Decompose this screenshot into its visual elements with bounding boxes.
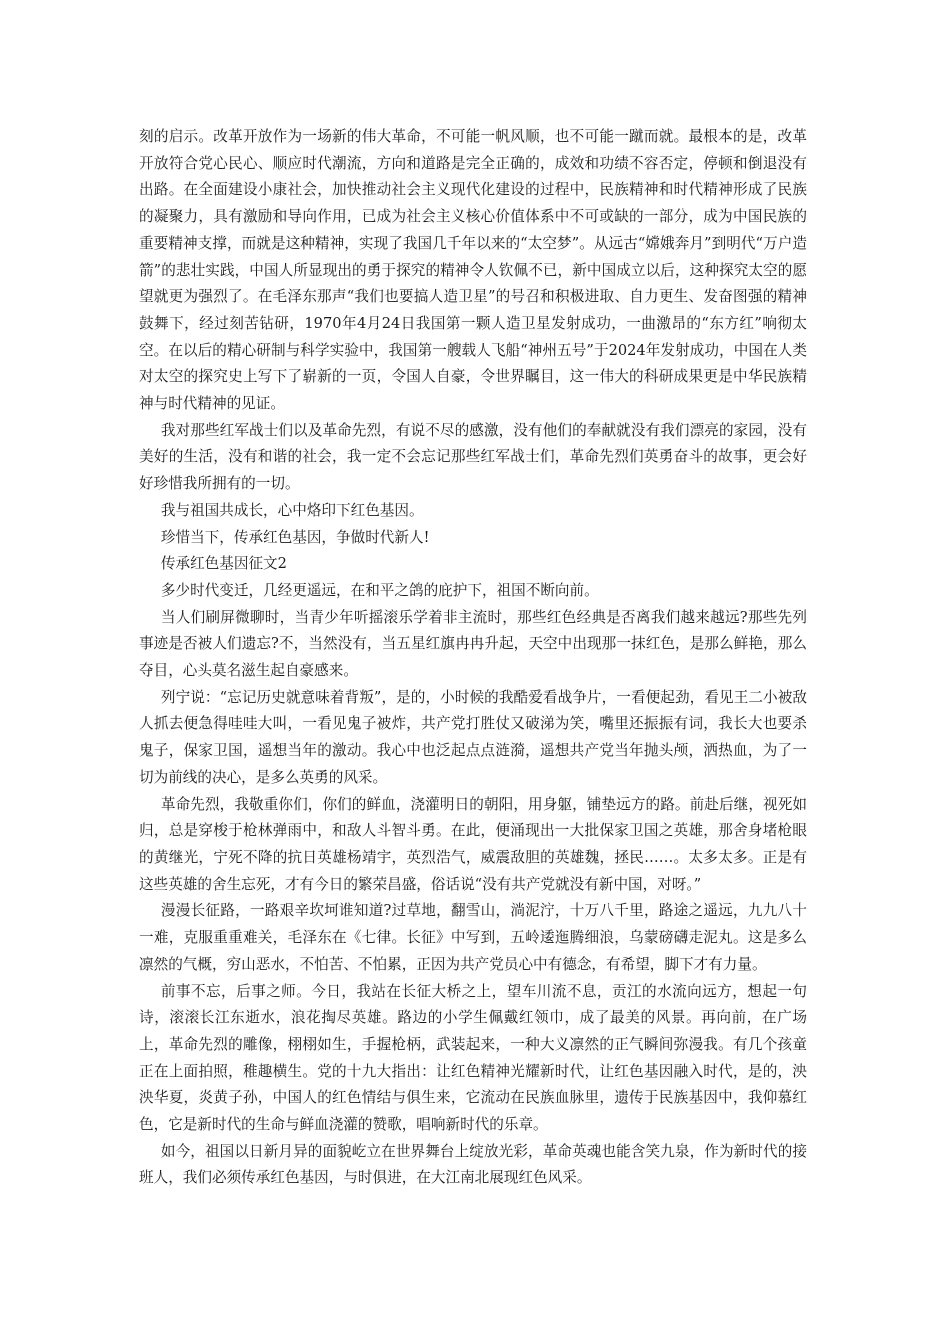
paragraph-9: 革命先烈，我敬重你们，你们的鲜血，浇灌明日的朝阳，用身躯，铺垫远方的路。前赴后继，视死如归，总是穿梭于枪林弹雨中，和敌人斗智斗勇。在此，便涌现出一大批保家卫国之英雄，那舍身堵枪眼的黄继光，宁死不降的抗日英雄杨靖宇，英烈浩气，威震敌胆的英雄魏，拯民……。太多太多。正是有这些英雄的舍生忘死，才有今日的繁荣昌盛，俗话说“没有共产党就没有新中国，对呀。” — [139, 795, 807, 893]
paragraph-7: 当人们刷屏微聊时，当青少年听摇滚乐学着非主流时，那些红色经典是否离我们越来越远?那些先列事迹是否被人们遗忘?不，当然没有，当五星红旗冉冉升起，天空中出现那一抹红色，是那么鲜艳，那么夺目，心头莫名滋生起自豪感来。 — [139, 608, 807, 680]
document-body — [139, 124, 807, 1192]
paragraph-8: 列宁说：“忘记历史就意味着背叛”，是的，小时候的我酷爱看战争片，一看便起劲，看见王二小被敌人抓去便急得哇哇大叫，一看见鬼子被炸，共产党打胜仗又破涕为笑，嘴里还振振有词，我长大也要杀鬼子，保家卫国，遥想当年的激动。我心中也泛起点点涟漪，遥想共产党当年抛头颅，洒热血，为了一切为前线的决心，是多么英勇的风采。 — [139, 688, 807, 786]
paragraph-10: 漫漫长征路，一路艰辛坎坷谁知道?过草地，翻雪山，淌泥泞，十万八千里，路途之遥远，九九八十一难，克服重重难关，毛泽东在《七律。长征》中写到，五岭逶迤腾细浪，乌蒙磅礴走泥丸。这是多么凛然的气概，穷山恶水，不怕苦、不怕累，正因为共产党员心中有德念，有希望，脚下才有力量。 — [139, 902, 807, 973]
paragraph-2: 我对那些红军战士们以及革命先烈，有说不尽的感激，没有他们的奉献就没有我们漂亮的家园，没有美好的生活，没有和谐的社会，我一定不会忘记那些红军战士们，革命先烈们英勇奋斗的故事，更会好好珍惜我所拥有的一切。 — [139, 421, 807, 493]
paragraph-1: 刻的启示。改革开放作为一场新的伟大革命，不可能一帆风顺，也不可能一蹴而就。最根本的是，改革开放符合党心民心、顺应时代潮流，方向和道路是完全正确的，成效和功绩不容否定，停顿和倒退没有出路。在全面建设小康社会，加快推动社会主义现代化建设的过程中，民族精神和时代精神形成了民族的凝聚力，具有激励和导向作用，已成为社会主义核心价值体系中不可或缺的一部分，成为中国民族的重要精神支撑，而就是这种精神，实现了我国几千年以来的“太空梦”。从远古“嫦娥奔月”到明代“万户造箭”的悲壮实践，中国人所显现出的勇于探究的精神令人钦佩不已，新中国成立以后，这种探究太空的愿望就更为强烈了。在毛泽东那声“我们也要搞人造卫星”的号召和积极进取、自力更生、发奋图强的精神鼓舞下，经过刻苦钻研，1970年4月24日我国第一颗人造卫星发射成功，一曲激昂的“东方红”响彻太空。在以后的精心研制与科学实验中，我国第一艘载人飞船“神州五号”于2024年发射成功，中国在人类对太空的探究史上写下了崭新的一页，令国人自豪，令世界瞩目，这一伟大的科研成果更是中华民族精神与时代精神的见证。 — [139, 128, 807, 413]
paragraph-3: 我与祖国共成长，心中烙印下红色基因。 — [160, 501, 424, 519]
paragraph-12: 如今，祖国以日新月异的面貌屹立在世界舞台上绽放光彩，革命英魂也能含笑九泉，作为新时代的接班人，我们必须传承红色基因，与时俱进，在大江南北展现红色风采。 — [139, 1142, 807, 1187]
paragraph-6: 多少时代变迁，几经更遥远，在和平之鸽的庇护下，祖国不断向前。 — [160, 581, 599, 599]
paragraph-11: 前事不忘，后事之师。今日，我站在长征大桥之上，望车川流不息，贡江的水流向远方，想起一句诗，滚滚长江东逝水，浪花掏尽英雄。路边的小学生佩戴红领巾，成了最美的风景。再向前，在广场上，革命先烈的雕像，栩栩如生，手握枪柄，武装起来，一种大义凛然的正气瞬间弥漫我。有几个孩童正在上面拍照，稚趣横生。党的十九大指出：让红色精神光耀新时代，让红色基因融入时代，是的，泱泱华夏，炎黄子孙，中国人的红色情结与俱生来，它流动在民族血脉里，遗传于民族基因中，我仰慕红色，它是新时代的生命与鲜血浇灌的赞歌，唱响新时代的乐章。 — [139, 982, 807, 1134]
section-heading: 传承红色基因征文2 — [160, 555, 287, 573]
paragraph-4: 珍惜当下，传承红色基因，争做时代新人! — [160, 528, 430, 546]
